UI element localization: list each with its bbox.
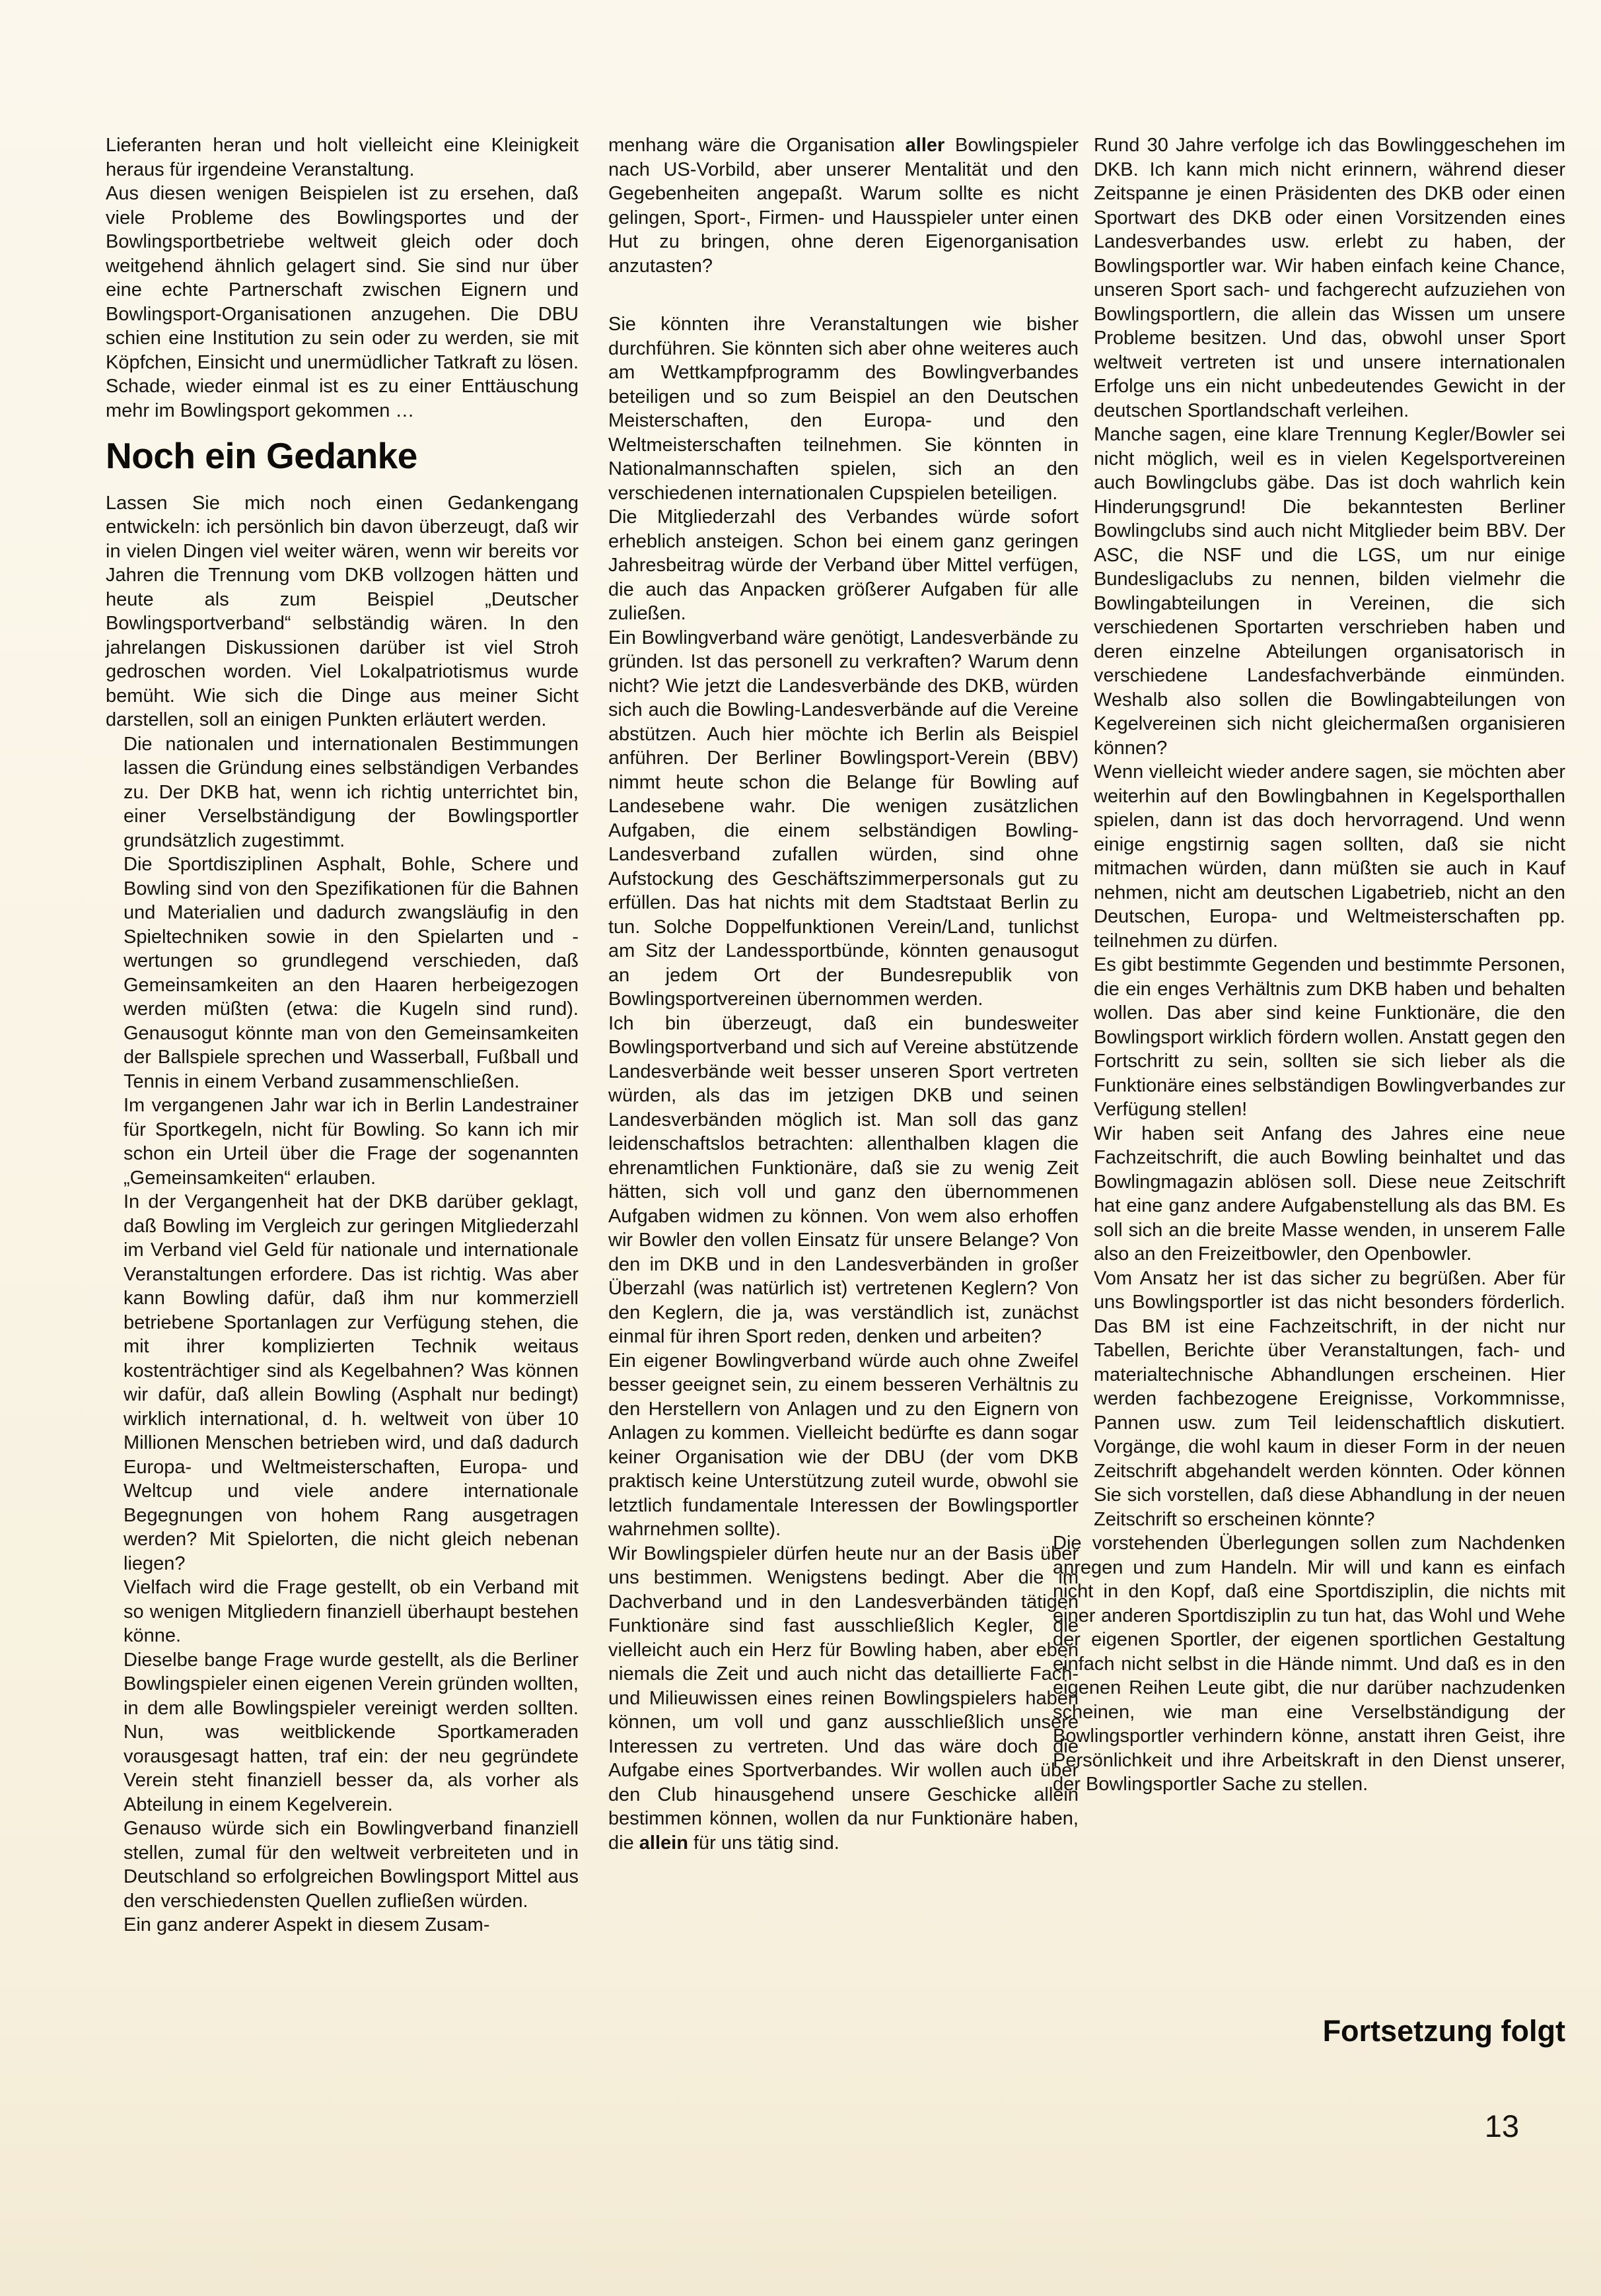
paragraph [106, 1190, 579, 1576]
paragraph [608, 133, 1079, 278]
paragraph [106, 1576, 579, 1648]
text-segment: Wir Bowlingspieler dürfen heute nur an der Basis über uns bestimmen. Wenigstens bedingt. Aber die im Dachverband und in den Landesverbänden tätigen Funktionäre sind fast ausschließlich Kegler, die vielleicht auch ein Herz für Bowling haben, aber eben niemals die Zeit und auch nicht das detaillierte Fach- und Milieuwissen eines reinen Bowlingspielers haben können, um voll und ganz ausschließlich unsere Interessen zu vertreten. Und das wäre doch die Aufgabe eines Sportverbandes. Wir wollen auch über den Club hinausgehend unsere Geschicke allein bestimmen können, wollen da nur Funktionäre haben, die [608, 1543, 1079, 1854]
paragraph [1094, 760, 1565, 953]
paragraph [608, 505, 1079, 626]
paragraph [1094, 133, 1565, 423]
continuation-notice: Fortsetzung folgt [1322, 2014, 1565, 2048]
page-number: 13 [1484, 2108, 1519, 2143]
text-segment: Wenn vielleicht wieder andere sagen, sie möchten aber weiterhin auf den Bowlingbahnen in Kegelsporthallen spielen, dann ist das doch hervorragend. Und wenn einige engstirnig sagen sollten, daß sie nicht mitmachen würden, dann müßten sie auch in Kauf nehmen, nicht am deutschen Ligabetrieb, nicht an den Deutschen, Europa- und Weltmeisterschaften pp. teilnehmen zu dürfen. [1094, 761, 1565, 952]
text-segment: Rund 30 Jahre verfolge ich das Bowlinggeschehen im DKB. Ich kann mich nicht erinnern, während dieser Zeitspanne je einen Präsidenten des DKB oder einen Sportwart des DKB oder einen Vorsitzenden eines Landesverbandes usw. erlebt zu haben, der Bowlingsportler war. Wir haben einfach keine Chance, unseren Sport sach- und fachgerecht aufzuziehen von Bowlingsportlern, die allein das Wissen um unsere Probleme besitzen. Und das, obwohl unser Sport weltweit vertreten ist und unsere internationalen Erfolge uns ein nicht unbedeutendes Gewicht in der deutschen Sportlandschaft verleihen. [1094, 135, 1565, 421]
text-segment: Die Sportdisziplinen Asphalt, Bohle, Schere und Bowling sind von den Spezifikationen für die Bahnen und Materialien und dadurch zwangsläufig in den Spieltechniken sowie in den Spielarten und -wertungen so grundlegend verschieden, daß Gemeinsamkeiten an den Haaren herbeigezogen werden müßten (etwa: die Kugeln sind rund). Genausogut könnte man von den Gemeinsamkeiten der Ballspiele sprechen und Wasserball, Fußball und Tennis in einem Verband zusammenschließen. [124, 854, 579, 1092]
text-segment: Im vergangenen Jahr war ich in Berlin Landestrainer für Sportkegeln, nicht für Bowling. So kann ich mir schon ein Urteil über die Frage der sogenannten „Gemeinsamkeiten“ erlauben. [124, 1095, 579, 1189]
paragraph [1094, 423, 1565, 760]
text-segment: Manche sagen, eine klare Trennung Kegler/Bowler sei nicht möglich, weil es in vielen Kegelsportvereinen auch Bowlingclubs gäbe. Das ist doch wahrlich kein Hinderungsgrund! Die bekanntesten Berliner Bowlingclubs sind auch nicht Mitglieder beim BBV. Der ASC, die NSF und die LGS, um nur einige Bundesligaclubs zu nennen, bilden vielmehr die Bowlingabteilungen in Vereinen, die sich verschiedenen Sportarten verschrieben haben und deren einzelne Abteilungen organisatorisch in verschiedene Landesfachverbände einmünden. Weshalb also sollen die Bowlingabteilungen von Kegelvereinen sich nicht gleichermaßen organisieren können? [1094, 424, 1565, 759]
paragraph [1053, 1531, 1565, 1797]
paragraph [106, 1094, 579, 1190]
paragraph [1094, 1267, 1565, 1532]
paragraph [608, 1542, 1079, 1856]
paragraph [106, 1648, 579, 1817]
paragraph [608, 1349, 1079, 1542]
paragraph [608, 626, 1079, 1012]
text-column-2 [608, 133, 1079, 1855]
paragraph [106, 732, 579, 853]
bold-emphasis: aller [905, 135, 945, 156]
text-segment: Sie könnten ihre Veranstaltungen wie bisher durchführen. Sie könnten sich aber ohne weiteres auch am Wettkampfprogramm des Bowlingverbandes beteiligen und so zum Beispiel an den Deutschen Meisterschaften, den Europa- und den Weltmeisterschaften teilnehmen. Sie könnten in Nationalmannschaften spielen, sich an den verschiedenen internationalen Cupspielen beteiligen. [608, 314, 1079, 504]
text-column-1 [106, 133, 579, 1937]
text-segment: Die vorstehenden Überlegungen sollen zum Nachdenken anregen und zum Handeln. Mir will und kann es einfach nicht in den Kopf, daß eine Sportdisziplin, die nichts mit einer anderen Sportdisziplin zu tun hat, das Wohl und Wehe der eigenen Sportler, der eigenen sportlichen Gestaltung einfach nicht selbst in die Hände nimmt. Und daß es in den eigenen Reihen Leute gibt, die nur darüber nachzudenken scheinen, wie man eine Verselbständigung der Bowlingsportler verhindern könne, anstatt ihren Geist, ihre Persönlichkeit und ihre Arbeitskraft in den Dienst unserer, der Bowlingsportler Sache zu stellen. [1053, 1533, 1565, 1795]
text-segment: Genauso würde sich ein Bowlingverband finanziell stellen, zumal für den weltweit verbreiteten und in Deutschland so erfolgreichen Bowlingsport Mittel aus den verschiedensten Quellen zufließen würden. [124, 1818, 579, 1912]
text-segment: menhang wäre die Organisation [608, 135, 906, 156]
text-segment: Lieferanten heran und holt vielleicht eine Kleinigkeit heraus für irgendeine Veranstaltung. [106, 135, 579, 180]
paragraph [106, 182, 579, 423]
text-segment: Vielfach wird die Frage gestellt, ob ein Verband mit so wenigen Mitgliedern finanziell überhaupt bestehen könne. [124, 1577, 579, 1647]
text-segment: Vom Ansatz her ist das sicher zu begrüßen. Aber für uns Bowlingsportler ist das nicht besonders förderlich. Das BM ist eine Fachzeitschrift, in der nicht nur Tabellen, Berichte über Veranstaltungen, fach- und materialtechnische Abhandlungen erscheinen. Hier werden fachbezogene Ereignisse, Vorkommnisse, Pannen usw. zum Teil leidenschaftlich diskutiert. Vorgänge, die wohl kaum in dieser Form in der neuen Zeitschrift abgehandelt werden könnten. Oder können Sie sich vorstellen, daß diese Abhandlung in der neuen Zeitschrift so erscheinen könnte? [1094, 1267, 1565, 1530]
text-segment: Dieselbe bange Frage wurde gestellt, als die Berliner Bowlingspieler einen eigenen Verein gründen wollten, in dem alle Bowlingspieler vereinigt werden sollten. Nun, was weitblickende Sportkameraden vorausgesagt hatten, traf ein: der neu gegründete Verein steht finanziell besser da, als vorher als Abteilung in einem Kegelverein. [124, 1649, 579, 1815]
paragraph [106, 491, 579, 732]
text-segment: für uns tätig sind. [688, 1832, 839, 1854]
paragraph [608, 1012, 1079, 1349]
text-segment: Ein Bowlingverband wäre genötigt, Landesverbände zu gründen. Ist das personell zu verkraften? Warum denn nicht? Wie jetzt die Landesverbände des DKB, würden sich auch die Bowling-Landesverbände auf die Vereine abstützen. Auch hier möchte ich Berlin als Beispiel anführen. Der Berliner Bowlingsport-Verein (BBV) nimmt heute schon die Belange für Bowling auf Landesebene wahr. Die wenigen zusätzlichen Aufgaben, die einem selbständigen Bowling-Landesverband zufallen würden, sind ohne Aufstockung des Geschäftszimmerpersonals gut zu erfüllen. Das hat nichts mit dem Stadtstaat Berlin zu tun. Solche Doppelfunktionen Verein/Land, tunlichst am Sitz der Landessportbünde, könnten genausogut an jedem Ort der Bundesrepublik von Bowlingsportvereinen übernommen werden. [608, 627, 1079, 1010]
paragraph [1094, 1122, 1565, 1267]
paragraph [106, 1913, 579, 1937]
text-segment: Bowlingspieler nach US-Vorbild, aber unserer Mentalität und den Gegebenheiten angepaßt. Warum sollte es nicht gelingen, Sport-, Firmen- und Hausspieler unter einen Hut zu bringen, ohne deren Eigenorganisation anzutasten? [608, 135, 1079, 277]
text-column-3 [1053, 133, 1565, 1797]
paragraph [106, 1817, 579, 1913]
paragraph [106, 133, 579, 182]
text-segment: Die nationalen und internationalen Bestimmungen lassen die Gründung eines selbständigen Verbandes zu. Der DKB hat, wenn ich richtig unterrichtet bin, einer Verselbständigung der Bowlingsportler grundsätzlich zugestimmt. [124, 733, 579, 851]
paragraph [106, 852, 579, 1094]
text-segment: Ich bin überzeugt, daß ein bundesweiter Bowlingsportverband und sich auf Vereine abstützende Landesverbände weit besser unseren Sport vertreten würden, als das im jetzigen DKB und seinen Landesverbänden möglich ist. Man soll das ganz leidenschaftslos betrachten: allenthalben klagen die ehrenamtlichen Funktionäre, daß sie zu wenig Zeit hätten, sich voll und ganz den übernommenen Aufgaben widmen zu können. Von wem also erhoffen wir Bowler den vollen Einsatz für unsere Belange? Von den im DKB und in den Landesverbänden in großer Überzahl (was natürlich ist) vertretenen Keglern? Von den Keglern, die ja, was verständlich ist, zunächst einmal für ihren Sport reden, denken und arbeiten? [608, 1012, 1079, 1347]
bold-emphasis: allein [639, 1832, 688, 1854]
text-segment: Ein ganz anderer Aspekt in diesem Zusam- [124, 1914, 490, 1936]
text-segment: Lassen Sie mich noch einen Gedankengang entwickeln: ich persönlich bin davon überzeugt, daß wir in vielen Dingen viel weiter wären, wenn wir bereits vor Jahren die Trennung vom DKB vollzogen hätten und heute als zum Beispiel „Deutscher Bowlingsportverband“ selbständig wären. In den jahrelangen Diskussionen darüber ist viel Stroh gedroschen worden. Viel Lokalpatriotismus wurde bemüht. Wie sich die Dinge aus meiner Sicht darstellen, soll an einigen Punkten erläutert werden. [106, 492, 579, 731]
text-segment: Es gibt bestimmte Gegenden und bestimmte Personen, die ein enges Verhältnis zum DKB haben und behalten wollen. Das aber sind keine Funktionäre, die den Bowlingsport wirklich fördern wollen. Anstatt gegen den Fortschritt zu sein, sollten sie sich lieber als die Funktionäre eines selbständigen Bowlingverbandes zur Verfügung stellen! [1094, 954, 1565, 1120]
paragraph [608, 312, 1079, 505]
text-segment: Aus diesen wenigen Beispielen ist zu ersehen, daß viele Probleme des Bowlingsportes und der Bowlingsportbetriebe weltweit gleich oder doch weitgehend ähnlich gelagert sind. Sie sind nur über eine echte Partnerschaft zwischen Eignern und Bowlingsport-Organisationen anzugehen. Die DBU schien eine Institution zu sein oder zu werden, sie mit Köpfchen, Einsicht und unermüdlicher Tatkraft zu lösen. Schade, wieder einmal ist es zu einer Enttäuschung mehr im Bowlingsport gekommen … [106, 183, 579, 421]
paragraph [1094, 953, 1565, 1122]
text-segment: In der Vergangenheit hat der DKB darüber geklagt, daß Bowling im Vergleich zur geringen Mitgliederzahl im Verband viel Geld für nationale und internationale Veranstaltungen erfordere. Das ist richtig. Was aber kann Bowling dafür, daß ihm nur kommerziell betriebene Sportanlagen zur Verfügung stehen, die mit ihrer komplizierten Technik weitaus kostenträchtiger sind als Kegelbahnen? Was können wir dafür, daß allein Bowling (Asphalt nur bedingt) wirklich international, d. h. weltweit von über 10 Millionen Menschen betrieben wird, und daß dadurch Europa- und Weltmeisterschaften, Europa- und Weltcup und viele andere internationale Begegnungen von hohem Rang ausgetragen werden? Mit Spielorten, die nicht gleich nebenan liegen? [124, 1191, 579, 1574]
text-segment: Ein eigener Bowlingverband würde auch ohne Zweifel besser geeignet sein, zu einem besseren Verhältnis zu den Herstellern von Anlagen und zu den Eignern von Anlagen zu kommen. Vielleicht bedürfte es dann sogar keiner Organisation wie der DBU (der vom DKB praktisch keine Unterstützung zuteil wurde, obwohl sie letztlich fundamentale Interessen der Bowlingsportler wahrnehmen sollte). [608, 1350, 1079, 1540]
text-segment: Die Mitgliederzahl des Verbandes würde sofort erheblich ansteigen. Schon bei einem ganz geringen Jahresbeitrag würde der Verband über Mittel verfügen, die auch das Anpacken größerer Aufgaben für alle zuließen. [608, 506, 1079, 624]
text-segment: Wir haben seit Anfang des Jahres eine neue Fachzeitschrift, die auch Bowling beinhaltet und das Bowlingmagazin ablösen soll. Diese neue Zeitschrift hat eine ganz andere Aufgabenstellung als das BM. Es soll sich an die breite Masse wenden, in unserem Falle also an den Freizeitbowler, den Openbowler. [1094, 1123, 1565, 1265]
section-heading: Noch ein Gedanke [106, 435, 417, 476]
